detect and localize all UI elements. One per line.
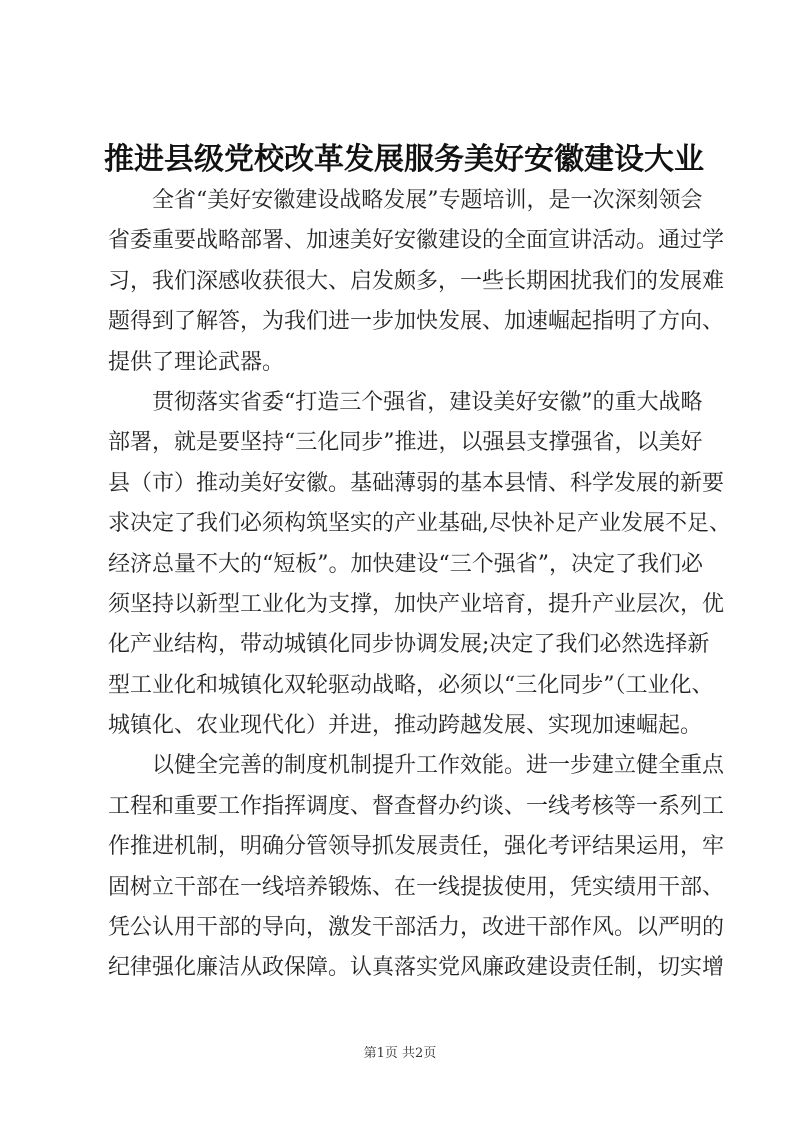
text-line: 纪律强化廉洁从政保障。认真落实党风廉政建设责任制，切实增 [108,955,725,981]
text-line: 作推进机制，明确分管领导抓发展责任，强化考评结果运用，牢 [108,834,725,860]
text-line: 以健全完善的制度机制提升工作效能。进一步建立健全重点 [152,753,725,779]
text-line: 题得到了解答，为我们进一步加快发展、加速崛起指明了方向、 [108,309,725,335]
text-line: 贯彻落实省委“打造三个强省，建设美好安徽”的重大战略 [152,389,703,415]
text-line: 全省“美好安徽建设战略发展”专题培训，是一次深刻领会 [152,188,703,213]
paragraph [108,181,725,383]
text-line: 型工业化和城镇化双轮驱动战略，必须以“三化同步”（工业化、 [108,672,714,698]
text-line: 提供了理论武器。 [108,349,285,375]
text-line: 县（市）推动美好安徽。基础薄弱的基本县情、科学发展的新要 [108,470,725,496]
text-line: 部署，就是要坚持“三化同步”推进，以强县支撑强省，以美好 [108,430,703,456]
document-title: 推进县级党校改革发展服务美好安徽建设大业 [104,142,704,177]
text-line: 习，我们深感收获很大、启发颇多，一些长期困扰我们的发展难 [108,268,725,294]
page-footer: 第1页 共2页 [363,1046,437,1061]
text-line: 须坚持以新型工业化为支撑，加快产业培育，提升产业层次，优 [108,591,725,617]
text-line: 固树立干部在一线培养锻炼、在一线提拔使用，凭实绩用干部、 [108,874,725,900]
text-line: 城镇化、农业现代化）并进，推动跨越发展、实现加速崛起。 [108,713,703,739]
text-line: 经济总量不大的“短板”。加快建设“三个强省”，决定了我们必 [108,551,703,577]
text-line: 化产业结构，带动城镇化同步协调发展;决定了我们必然选择新 [108,632,710,658]
text-line: 求决定了我们必须构筑坚实的产业基础,尽快补足产业发展不足、 [108,511,731,537]
text-line: 凭公认用干部的导向，激发干部活力，改进干部作风。以严明的 [108,915,725,941]
document-body [108,181,731,989]
text-line: 工程和重要工作指挥调度、督查督办约谈、一线考核等一系列工 [108,793,725,819]
text-line: 省委重要战略部署、加速美好安徽建设的全面宣讲活动。通过学 [108,228,725,254]
paragraph [108,383,731,747]
paragraph [108,746,725,988]
